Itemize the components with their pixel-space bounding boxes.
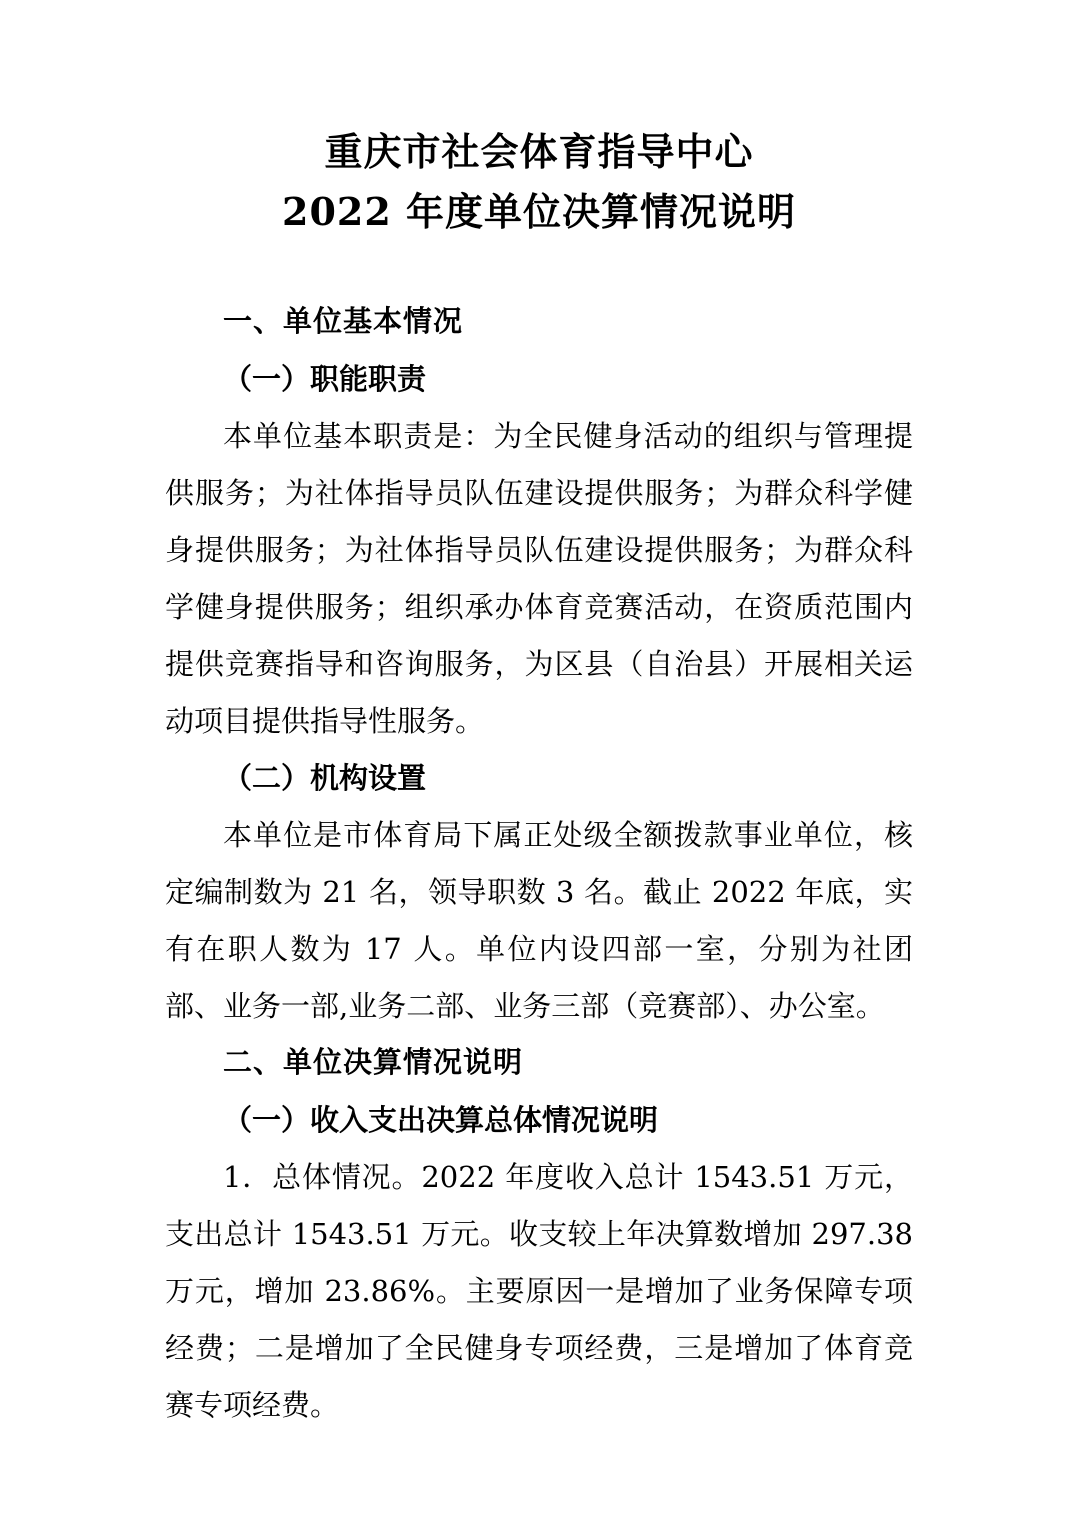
document-title-line-1: 重庆市社会体育指导中心 [324,129,754,174]
subsection-heading-organization: （二）机构设置 [223,761,427,795]
subsection-heading-income-expense: （一）收入支出决算总体情况说明 [223,1103,659,1137]
section-heading-final-accounts: 二、单位决算情况说明 [223,1047,524,1079]
section-heading-unit-basic: 一、单位基本情况 [223,306,464,338]
paragraph-organization: 本单位是市体育局下属正处级全额拨款事业单位，核定编制数为 21 名，领导职数 3 名。截止 2022 年底，实有在职人数为 17 人。单位内设四部一室，分别为社团部、业务一部,业务二部、业务三部（竞赛部）、办公室。 [165,818,913,1023]
document-body [165,294,913,1434]
document-title-line-2: 2022 年度单位决算情况说明 [282,189,796,234]
paragraph-overall-situation: 1．总体情况。2022 年度收入总计 1543.51 万元，支出总计 1543.51 万元。收支较上年决算数增加 297.38 万元，增加 23.86%。主要原因一是增加了业务保障专项经费；二是增加了全民健身专项经费，三是增加了体育竞赛专项经费。 [165,1160,913,1422]
subsection-heading-functions: （一）职能职责 [223,362,427,396]
document-title [165,122,913,242]
paragraph-functions: 本单位基本职责是：为全民健身活动的组织与管理提供服务；为社体指导员队伍建设提供服务；为群众科学健身提供服务；为社体指导员队伍建设提供服务；为群众科学健身提供服务；组织承办体育竞赛活动，在资质范围内提供竞赛指导和咨询服务，为区县（自治县）开展相关运动项目提供指导性服务。 [165,419,913,738]
